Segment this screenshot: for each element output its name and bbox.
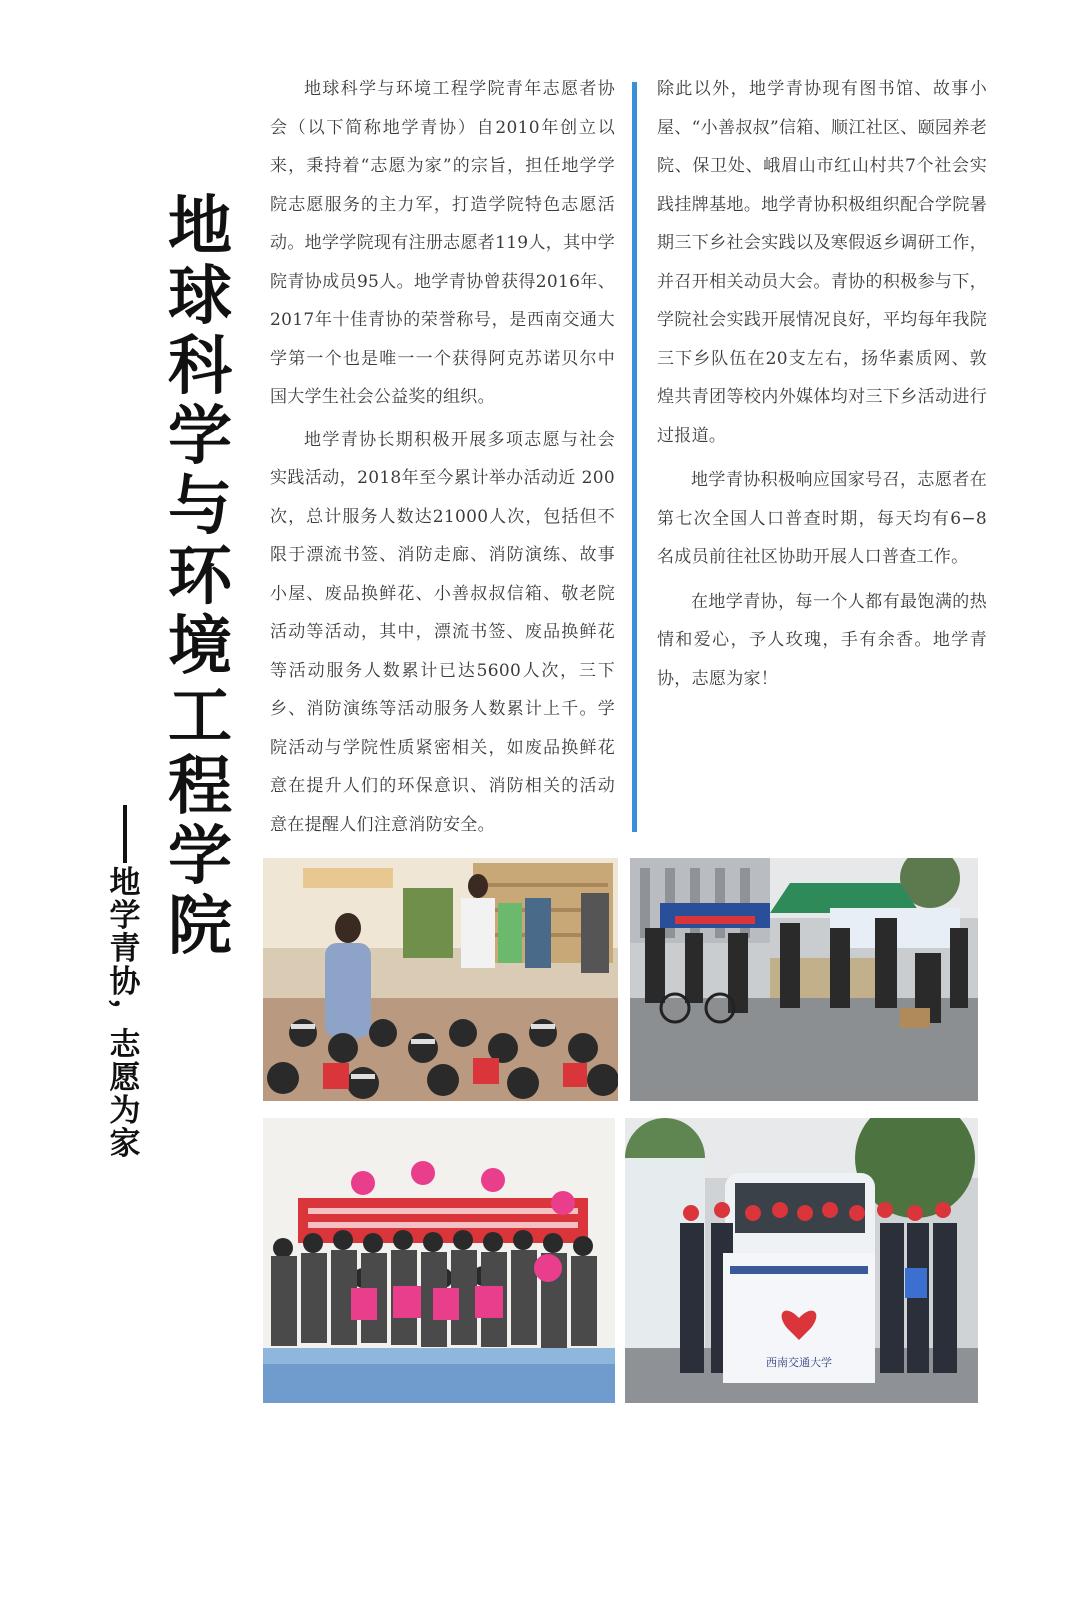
title-char: 地 <box>168 189 232 264</box>
subtitle-comma: ， <box>107 998 143 1030</box>
closing-paragraph: 在地学青协，每一个人都有最饱满的热情和爱心，予人玫瑰，手有余香。地学青协，志愿为家！ <box>657 591 987 689</box>
bases-paragraph: 除此以外，地学青协现有图书馆、故事小屋、“小善叔叔”信箱、顺江社区、颐园养老院、保卫处、峨眉山市红山村共7个社会实践挂牌基地。地学青协积极组织配合学院暑期三下乡社会实践以及寒假返乡调研工作，并召开相关动员大会。青协的积极参与下，学院社会实践开展情况良好，平均每年我院三下乡队伍在20支左右，扬华素质网、敦煌共青团等校内外媒体均对三下乡活动进行过报道。 <box>657 79 987 446</box>
vertical-title <box>162 189 238 964</box>
title-char: 院 <box>168 889 232 964</box>
title-char: 科 <box>168 329 232 404</box>
title-char: 球 <box>168 259 232 334</box>
title-char: 学 <box>168 399 232 474</box>
title-char: 环 <box>168 539 232 614</box>
right-text-column <box>657 70 987 702</box>
em-dash <box>123 805 127 863</box>
subtitle-char: 愿 <box>109 1060 141 1096</box>
activities-paragraph: 地学青协长期积极开展多项志愿与社会实践活动，2018年至今累计举办活动近 200次，总计服务人数达21000人次，包括但不限于漂流书签、消防走廊、消防演练、故事小屋、废品换鲜花、小善叔叔信箱、敬老院活动等活动，其中，漂流书签、废品换鲜花等活动服务人数累计已达5600人次，三下乡、消防演练等活动服务人数累计上千。学院活动与学院性质紧密相关，如废品换鲜花意在提升人们的环保意识、消防相关的活动意在提醒人们注意消防安全。 <box>270 429 615 835</box>
title-char: 工 <box>168 679 232 754</box>
subtitle-char: 地 <box>109 865 141 901</box>
title-char: 与 <box>168 469 232 544</box>
group-meeting-photo <box>263 1118 615 1403</box>
title-char: 学 <box>168 819 232 894</box>
subtitle-char: 家 <box>109 1126 141 1162</box>
storytelling-photo <box>263 858 618 1101</box>
left-text-column <box>270 70 615 848</box>
banner-university-text: 西南交通大学 <box>766 1356 832 1369</box>
subtitle-char: 为 <box>109 1093 141 1129</box>
bus-team-photo <box>625 1118 978 1403</box>
subtitle-char: 青 <box>109 931 141 967</box>
column-divider <box>632 82 637 832</box>
census-paragraph: 地学青协积极响应国家号召，志愿者在第七次全国人口普查时期，每天均有6−8名成员前往社区协助开展人口普查工作。 <box>657 470 987 567</box>
subtitle-char: 学 <box>109 898 141 934</box>
street-booth-photo <box>630 858 978 1101</box>
title-char: 程 <box>168 749 232 824</box>
subtitle-char: 志 <box>109 1027 141 1063</box>
intro-paragraph: 地球科学与环境工程学院青年志愿者协会（以下简称地学青协）自2010年创立以来，秉持着“志愿为家”的宗旨，担任地学学院志愿服务的主力军，打造学院特色志愿活动。地学学院现有注册志愿者119人，其中学院青协成员95人。地学青协曾获得2016年、2017年十佳青协的荣誉称号，是西南交通大学第一个也是唯一一个获得阿克苏诺贝尔中国大学生社会公益奖的组织。 <box>270 79 615 407</box>
subtitle-char: 协 <box>109 964 141 1000</box>
title-char: 境 <box>168 609 232 684</box>
vertical-subtitle <box>105 805 145 1161</box>
